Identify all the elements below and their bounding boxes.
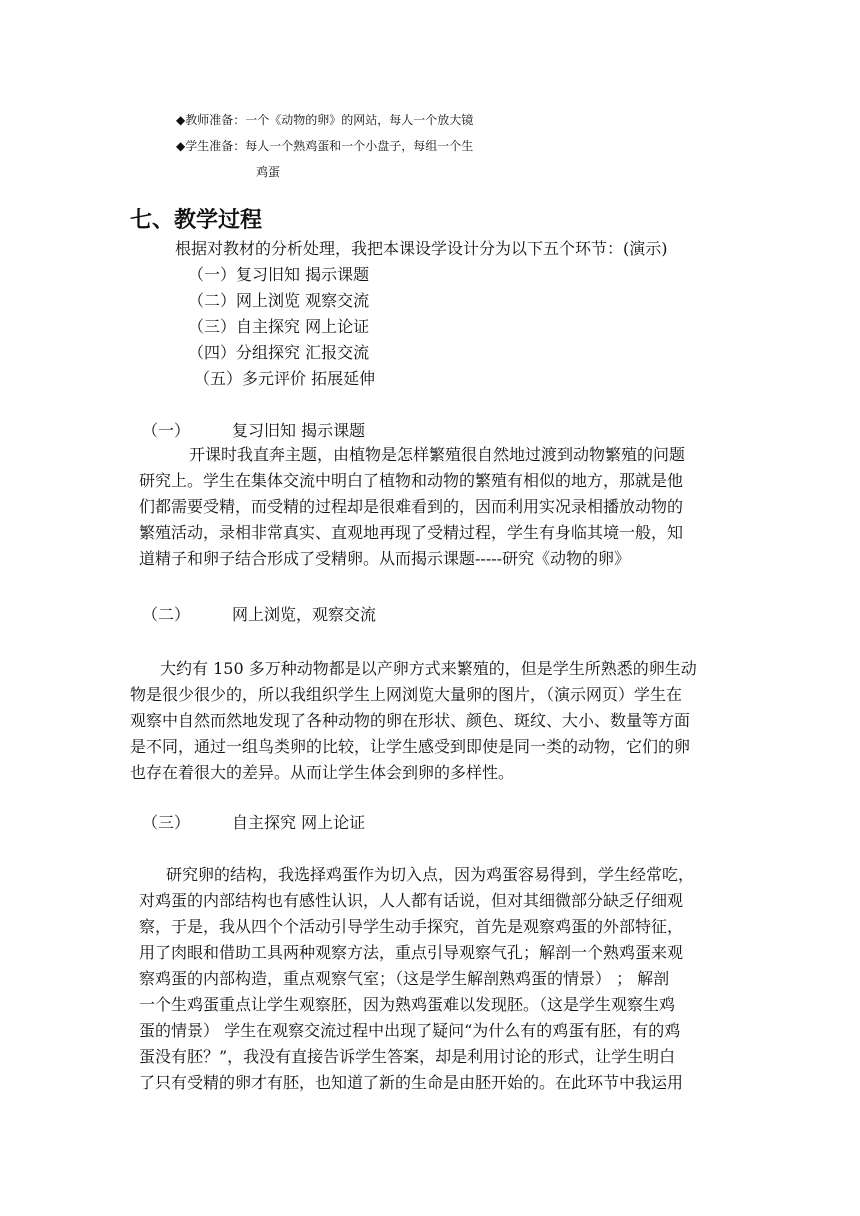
paragraph-line: 研究卵的结构，我选择鸡蛋作为切入点，因为鸡蛋容易得到，学生经常吃，	[166, 865, 695, 884]
part2-title: 网上浏览，观察交流	[232, 605, 377, 624]
section-heading: 七、教学过程	[130, 207, 263, 233]
paragraph-line: 开课时我直奔主题，由植物是怎样繁殖很自然地过渡到动物繁殖的问题	[189, 445, 686, 464]
paragraph-line: 一个生鸡蛋重点让学生观察胚，因为熟鸡蛋难以发现胚。（这是学生观察生鸡	[139, 995, 676, 1014]
paragraph-line: 繁殖活动，录相非常真实、直观地再现了受精过程，学生有身临其境一般，知	[139, 523, 684, 542]
step-item: （五）多元评价 拓展延伸	[194, 369, 376, 388]
part3-title: 自主探究 网上论证	[232, 813, 366, 832]
paragraph-line: 蛋没有胚？”，我没有直接告诉学生答案，却是利用讨论的形式，让学生明白	[139, 1047, 676, 1066]
part2-number: （二）	[142, 605, 191, 624]
paragraph-line: 了只有受精的卵才有胚，也知道了新的生命是由胚开始的。在此环节中我运用	[139, 1073, 684, 1092]
paragraph-line: 们都需要受精，而受精的过程却是很难看到的，因而利用实况录相播放动物的	[139, 497, 684, 516]
paragraph-line: 大约有 150 多万种动物都是以产卵方式来繁殖的，但是学生所熟悉的卵生动	[160, 659, 697, 678]
section-intro: 根据对教材的分析处理，我把本课设学设计分为以下五个环节：(演示)	[175, 239, 668, 258]
part1-paragraph	[139, 442, 685, 572]
part3-number: （三）	[142, 813, 191, 832]
part3-paragraph	[139, 862, 694, 1096]
paragraph-line: 对鸡蛋的内部结构也有感性认识，人人都有话说，但对其细微部分缺乏仔细观	[139, 891, 684, 910]
paragraph-line: 道精子和卵子结合形成了受精卵。从而揭示课题-----研究《动物的卵》	[139, 549, 631, 568]
paragraph-line: 观察中自然而然地发现了各种动物的卵在形状、颜色、斑纹、大小、数量等方面	[130, 711, 691, 730]
paragraph-line: 也存在着很大的差异。从而让学生体会到卵的多样性。	[130, 763, 515, 782]
student-prep-line1: ◆学生准备：每人一个熟鸡蛋和一个小盘子，每组一个生	[176, 139, 474, 153]
part1-title: 复习旧知 揭示课题	[232, 421, 366, 440]
paragraph-line: 蛋的情景） 学生在观察交流过程中出现了疑问“为什么有的鸡蛋有胚，有的鸡	[139, 1021, 681, 1040]
paragraph-line: 物是很少很少的，所以我组织学生上网浏览大量卵的图片，（演示网页）学生在	[130, 685, 683, 704]
teacher-prep: ◆教师准备：一个《动物的卵》的网站，每人一个放大镜	[176, 113, 474, 127]
paragraph-line: 研究上。学生在集体交流中明白了植物和动物的繁殖有相似的地方，那就是他	[139, 471, 684, 490]
student-prep-line2: 鸡蛋	[256, 165, 281, 179]
paragraph-line: 是不同，通过一组鸟类卵的比较，让学生感受到即使是同一类的动物，它们的卵	[130, 737, 691, 756]
step-item: （四）分组探究 汇报交流	[188, 343, 370, 362]
part1-number: （一）	[142, 421, 191, 440]
paragraph-line: 察，于是，我从四个个活动引导学生动手探究，首先是观察鸡蛋的外部特征，	[139, 917, 684, 936]
paragraph-line: 用了肉眼和借助工具两种观察方法，重点引导观察气孔；解剖一个熟鸡蛋来观	[139, 943, 684, 962]
step-item: （三）自主探究 网上论证	[188, 317, 370, 336]
paragraph-line: 察鸡蛋的内部构造，重点观察气室；（这是学生解剖熟鸡蛋的情景） ； 解剖	[139, 969, 670, 988]
part2-paragraph	[130, 656, 697, 786]
step-item: （二）网上浏览 观察交流	[188, 291, 370, 310]
step-item: （一）复习旧知 揭示课题	[188, 265, 370, 284]
